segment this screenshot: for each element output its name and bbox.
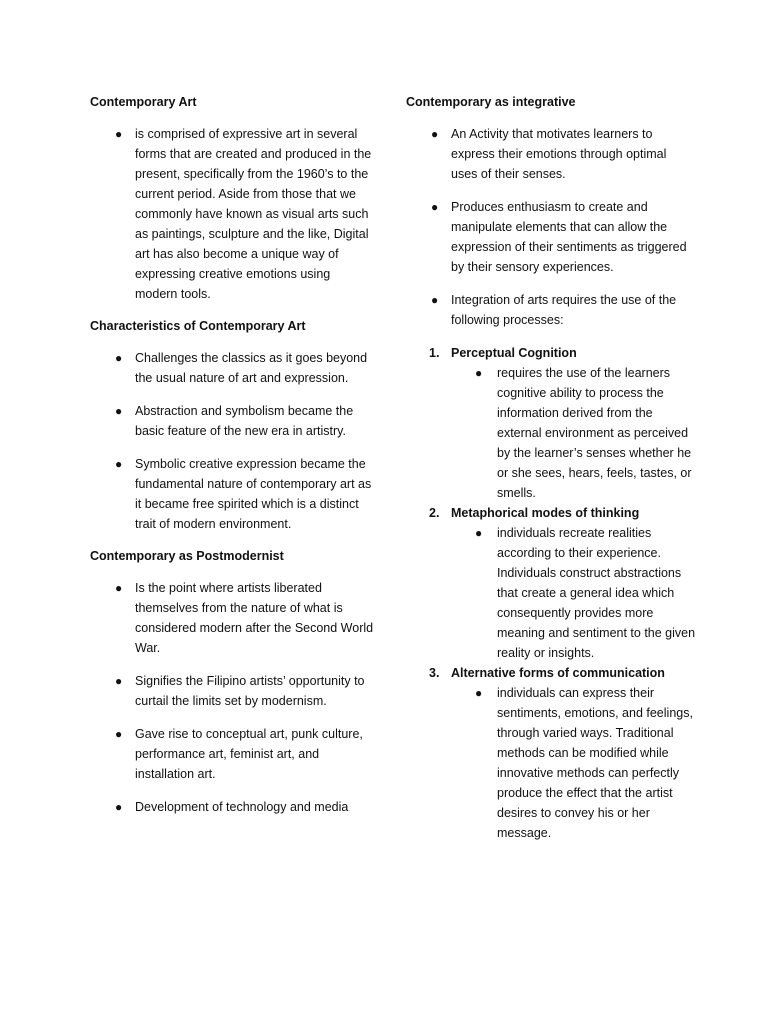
process-number: 1. [429,346,440,360]
bullet-icon: ● [115,351,123,365]
process-title: Metaphorical modes of thinking [451,506,640,520]
list-item: ● Signifies the Filipino artists’ opportunity to curtail the limits set by modernism. [90,671,375,711]
section-heading-postmodernist: Contemporary as Postmodernist [90,549,284,563]
list-item: ● An Activity that motivates learners to express their emotions through optimal uses of their senses. [406,124,696,184]
process-item-alternative-communication [406,663,696,843]
list-item: ● Development of technology and media [90,797,375,817]
bullet-icon: ● [475,526,483,540]
bullet-icon: ● [431,293,439,307]
list-item: ● Gave rise to conceptual art, punk culture, performance art, feminist art, and installation art. [90,724,375,784]
list-item: ● is comprised of expressive art in several forms that are created and produced in the present, specifically from the 1960’s to the current period. Aside from those that we commonly have known as visual arts such as paintings, sculpture and the like, Digital art has also become a unique way of expressing creative emotions using modern tools. [90,124,375,304]
bullet-icon: ● [431,127,439,141]
process-title: Alternative forms of communication [451,666,665,680]
section-heading-integrative: Contemporary as integrative [406,95,576,109]
bullet-icon: ● [475,366,483,380]
list-item: ● individuals recreate realities according to their experience. Individuals construct abstractions that create a general idea which consequently provides more meaning and sentiment to the given reality or insights. [451,523,696,663]
list-item: ● Integration of arts requires the use of the following processes: [406,290,696,330]
bullet-list [90,124,375,304]
list-item: ● individuals can express their sentiments, emotions, and feelings, through varied ways. Traditional methods can be modified while innovative methods can perfectly produce the effect that the artist desires to convey his or her message. [451,683,696,843]
bullet-icon: ● [115,800,123,814]
bullet-list [406,124,696,330]
sub-bullet-list [451,363,696,503]
bullet-icon: ● [431,200,439,214]
bullet-icon: ● [115,457,123,471]
section-heading-contemporary-art: Contemporary Art [90,95,197,109]
process-number: 2. [429,506,440,520]
list-item: ● requires the use of the learners cognitive ability to process the information derived from the external environment as perceived by the learner’s senses whether he or she sees, hears, feels, tastes, or smells. [451,363,696,503]
bullet-icon: ● [115,127,123,141]
bullet-icon: ● [115,404,123,418]
list-item: ● Symbolic creative expression became the fundamental nature of contemporary art as it became free spirited which is a distinct trait of modern environment. [90,454,375,534]
left-column [90,93,375,830]
process-title: Perceptual Cognition [451,346,577,360]
list-item: ● Challenges the classics as it goes beyond the usual nature of art and expression. [90,348,375,388]
section-heading-characteristics: Characteristics of Contemporary Art [90,319,306,333]
process-list [406,343,696,843]
sub-bullet-list [451,523,696,663]
bullet-icon: ● [115,581,123,595]
right-column [406,93,696,843]
process-number: 3. [429,666,440,680]
sub-bullet-list [451,683,696,843]
bullet-icon: ● [115,674,123,688]
list-item: ● Is the point where artists liberated themselves from the nature of what is considered modern after the Second World War. [90,578,375,658]
process-item-metaphorical-thinking [406,503,696,663]
bullet-icon: ● [475,686,483,700]
bullet-list [90,578,375,817]
bullet-icon: ● [115,727,123,741]
process-item-perceptual-cognition [406,343,696,503]
list-item: ● Produces enthusiasm to create and manipulate elements that can allow the expression of their sentiments as triggered by their sensory experiences. [406,197,696,277]
bullet-list [90,348,375,534]
list-item: ● Abstraction and symbolism became the basic feature of the new era in artistry. [90,401,375,441]
